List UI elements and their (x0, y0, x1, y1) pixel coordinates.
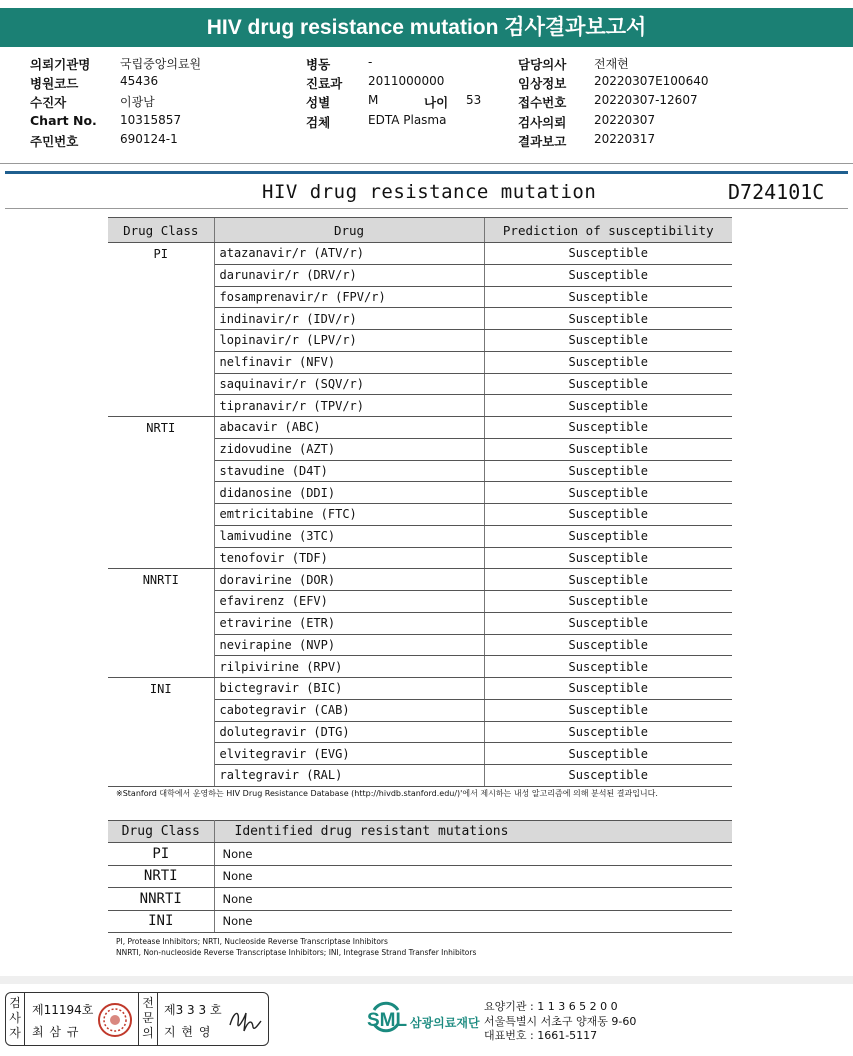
prediction-cell: Susceptible (484, 330, 732, 352)
info-label: Chart No. (30, 113, 97, 128)
info-value: 이광남 (120, 95, 155, 109)
table-row (108, 888, 732, 911)
drug-cell: zidovudine (AZT) (214, 438, 484, 460)
prediction-cell: Susceptible (484, 678, 732, 700)
divider (5, 208, 848, 209)
drug-cell: nevirapine (NVP) (214, 634, 484, 656)
prediction-cell: Susceptible (484, 264, 732, 286)
drug-cell: lopinavir/r (LPV/r) (214, 330, 484, 352)
drug-cell: rilpivirine (RPV) (214, 656, 484, 678)
drug-cell: efavirenz (EFV) (214, 591, 484, 613)
table-row (108, 243, 732, 265)
document-title: HIV drug resistance mutation (262, 181, 597, 203)
divider (138, 993, 139, 1045)
drug-cell: emtricitabine (FTC) (214, 504, 484, 526)
examiner-name: 최 삼 규 (32, 1025, 80, 1039)
organization-name: 삼광의료재단 (410, 1016, 480, 1030)
info-value: 20220307-12607 (594, 93, 698, 107)
organization-address (484, 1000, 636, 1044)
signature-icon (226, 1003, 264, 1037)
drug-cell: cabotegravir (CAB) (214, 699, 484, 721)
mutation-cell: None (214, 888, 732, 911)
info-value: 전재현 (594, 57, 629, 71)
drug-class-cell: PI (108, 243, 214, 417)
drug-cell: nelfinavir (NFV) (214, 351, 484, 373)
drug-cell: lamivudine (3TC) (214, 525, 484, 547)
abbreviation-line: NNRTI, Non-nucleoside Reverse Transcriptase Inhibitors; INI, Integrase Strand Transfer Inhibitors (116, 948, 477, 957)
info-value: 53 (466, 93, 482, 107)
drug-class-cell: NRTI (108, 865, 214, 888)
drug-cell: etravirine (ETR) (214, 612, 484, 634)
drug-class-cell: NRTI (108, 417, 214, 569)
drug-cell: elvitegravir (EVG) (214, 743, 484, 765)
address-line: 대표번호 : 1661-5117 (484, 1029, 598, 1042)
info-label: 진료과 (306, 76, 343, 91)
drug-cell: didanosine (DDI) (214, 482, 484, 504)
info-value: 국립중앙의료원 (120, 57, 202, 71)
info-label: 주민번호 (30, 134, 79, 149)
drug-class-cell: INI (108, 910, 214, 933)
info-label: 병동 (306, 57, 331, 72)
abbreviations (116, 936, 736, 958)
prediction-cell: Susceptible (484, 351, 732, 373)
examiner-reg: 제11194호 (32, 1003, 94, 1017)
info-label: 병원코드 (30, 76, 79, 91)
drug-cell: indinavir/r (IDV/r) (214, 308, 484, 330)
document-code: D724101C (728, 180, 825, 204)
abbreviation-line: PI, Protease Inhibitors; NRTI, Nucleoside Reverse Transcriptase Inhibitors (116, 937, 388, 946)
mutation-cell: None (214, 843, 732, 866)
prediction-cell: Susceptible (484, 765, 732, 787)
table-row (108, 678, 732, 700)
prediction-cell: Susceptible (484, 634, 732, 656)
prediction-cell: Susceptible (484, 417, 732, 439)
info-label: 의뢰기관명 (30, 57, 91, 72)
address-line: 요양기관 : 1 1 3 6 5 2 0 0 (484, 1000, 618, 1013)
prediction-cell: Susceptible (484, 504, 732, 526)
patient-info (0, 55, 853, 155)
info-value: M (368, 93, 379, 107)
prediction-cell: Susceptible (484, 395, 732, 417)
prediction-cell: Susceptible (484, 438, 732, 460)
table-row (108, 910, 732, 933)
drug-cell: bictegravir (BIC) (214, 678, 484, 700)
header-mutations: Identified drug resistant mutations (214, 821, 732, 843)
header-drug-class: Drug Class (108, 218, 214, 243)
prediction-cell: Susceptible (484, 460, 732, 482)
prediction-cell: Susceptible (484, 482, 732, 504)
divider (157, 993, 158, 1045)
drug-cell: fosamprenavir/r (FPV/r) (214, 286, 484, 308)
drug-cell: doravirine (DOR) (214, 569, 484, 591)
drug-cell: dolutegravir (DTG) (214, 721, 484, 743)
table-row (108, 417, 732, 439)
info-value: 690124-1 (120, 132, 178, 146)
prediction-cell: Susceptible (484, 612, 732, 634)
info-label: 담당의사 (518, 57, 567, 72)
examiner-label: 검 사 자 (9, 996, 21, 1040)
prediction-cell: Susceptible (484, 656, 732, 678)
info-value: 10315857 (120, 113, 182, 127)
specialist-label: 전 문 의 (142, 996, 154, 1040)
drug-cell: raltegravir (RAL) (214, 765, 484, 787)
info-value: 20220307E100640 (594, 74, 709, 88)
mutations-table (108, 820, 732, 933)
prediction-cell: Susceptible (484, 547, 732, 569)
signature-box (5, 992, 269, 1046)
drug-cell: stavudine (D4T) (214, 460, 484, 482)
info-value: 45436 (120, 74, 159, 88)
drug-class-cell: PI (108, 843, 214, 866)
drug-cell: abacavir (ABC) (214, 417, 484, 439)
drug-class-cell: NNRTI (108, 569, 214, 678)
table-row (108, 843, 732, 866)
seal-icon (96, 1001, 134, 1039)
logo-text: SML (367, 1010, 408, 1031)
info-label: 임상정보 (518, 76, 567, 91)
specialist-reg: 제3 3 3 호 (164, 1003, 222, 1017)
drug-class-cell: NNRTI (108, 888, 214, 911)
mutation-cell: None (214, 865, 732, 888)
info-label: 검체 (306, 115, 331, 130)
info-label: 나이 (424, 95, 449, 110)
info-value: EDTA Plasma (368, 113, 447, 127)
drug-cell: saquinavir/r (SQV/r) (214, 373, 484, 395)
header-drug-class: Drug Class (108, 821, 214, 843)
prediction-cell: Susceptible (484, 569, 732, 591)
drug-cell: darunavir/r (DRV/r) (214, 264, 484, 286)
prediction-cell: Susceptible (484, 525, 732, 547)
prediction-cell: Susceptible (484, 286, 732, 308)
table-row (108, 865, 732, 888)
prediction-cell: Susceptible (484, 591, 732, 613)
footer-band (0, 976, 853, 984)
info-value: 2011000000 (368, 74, 445, 88)
specialist-name: 지 현 영 (164, 1025, 212, 1039)
info-label: 접수번호 (518, 95, 567, 110)
header-drug: Drug (214, 218, 484, 243)
drug-cell: tenofovir (TDF) (214, 547, 484, 569)
drug-class-cell: INI (108, 678, 214, 787)
header-prediction: Prediction of susceptibility (484, 218, 732, 243)
info-value: - (368, 55, 373, 69)
divider-thick (5, 171, 848, 174)
info-value: 20220317 (594, 132, 656, 146)
info-value: 20220307 (594, 113, 656, 127)
divider (0, 163, 853, 164)
info-label: 결과보고 (518, 134, 567, 149)
drug-cell: atazanavir/r (ATV/r) (214, 243, 484, 265)
divider (24, 993, 25, 1045)
table-row (108, 569, 732, 591)
prediction-cell: Susceptible (484, 743, 732, 765)
database-note: ※Stanford 대학에서 운영하는 HIV Drug Resistance Database (http://hivdb.stanford.edu/)'에서 제시하는 내성 알고리즘에 의해 분석된 결과입니다. (116, 789, 658, 798)
prediction-cell: Susceptible (484, 699, 732, 721)
prediction-cell: Susceptible (484, 308, 732, 330)
report-banner: HIV drug resistance mutation 검사결과보고서 (0, 8, 853, 47)
prediction-cell: Susceptible (484, 373, 732, 395)
info-label: 검사의뢰 (518, 115, 567, 130)
susceptibility-table (108, 217, 732, 787)
mutation-cell: None (214, 910, 732, 933)
address-line: 서울특별시 서초구 양재동 9-60 (484, 1014, 637, 1028)
prediction-cell: Susceptible (484, 243, 732, 265)
info-label: 수진자 (30, 95, 67, 110)
prediction-cell: Susceptible (484, 721, 732, 743)
drug-cell: tipranavir/r (TPV/r) (214, 395, 484, 417)
info-label: 성별 (306, 95, 331, 110)
